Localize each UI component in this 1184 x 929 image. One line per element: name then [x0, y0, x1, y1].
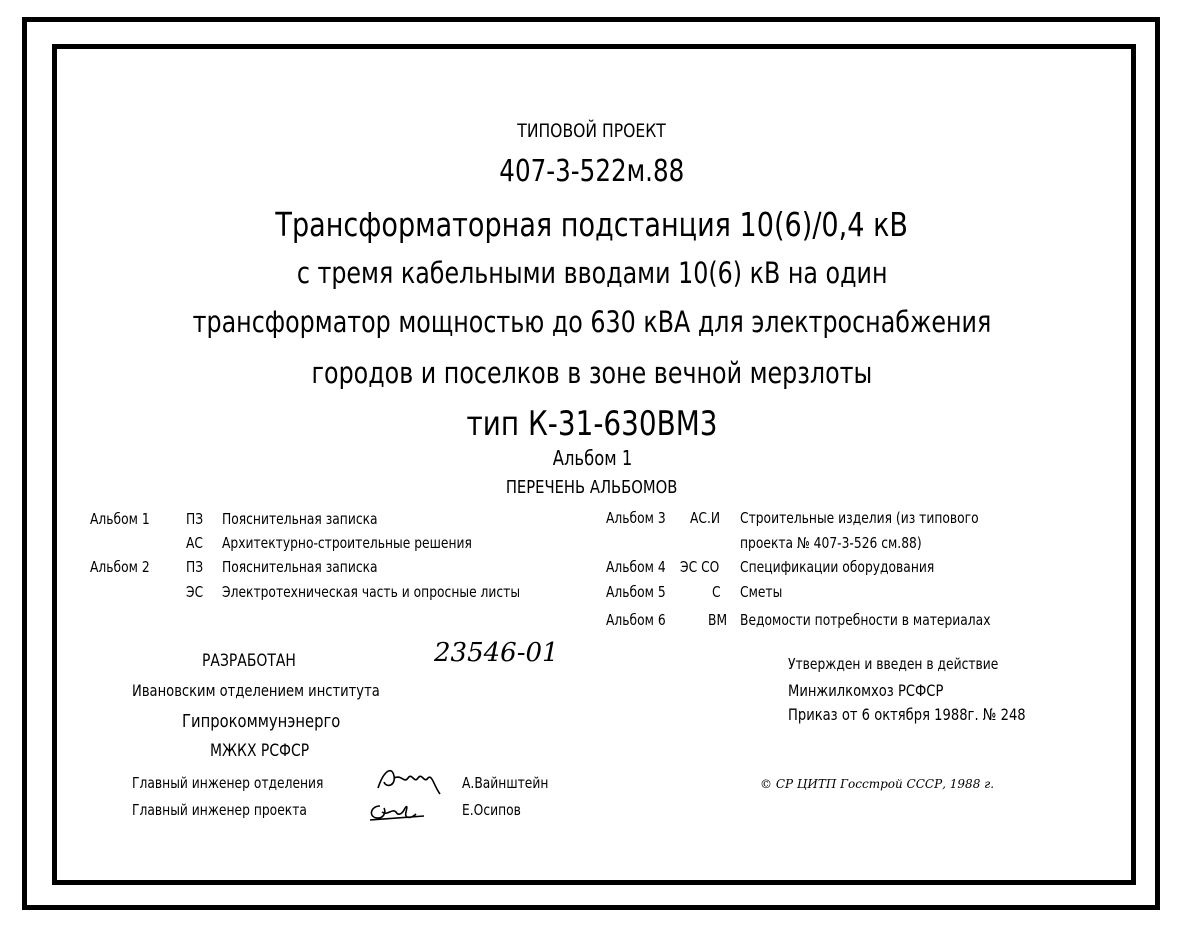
album-2-code: ПЗ	[186, 558, 204, 576]
album-4-desc: Спецификации оборудования	[740, 558, 935, 576]
album-2b-desc: Электротехническая часть и опросные листы	[222, 583, 521, 601]
chief-proj-label: Главный инженер проекта	[132, 801, 307, 819]
album-1b-desc: Архитектурно-строительные решения	[222, 534, 472, 552]
album-3-code: АС.И	[690, 509, 721, 527]
approval-line-2: Минжилкомхоз РСФСР	[788, 681, 944, 700]
album-6-code: ВМ	[708, 611, 728, 629]
chief-proj-name: Е.Осипов	[462, 801, 521, 819]
album-list-heading: ПЕРЕЧЕНЬ АЛЬБОМОВ	[506, 477, 678, 498]
chief-dept-signature	[374, 764, 444, 798]
album-4-code: ЭС СО	[680, 558, 720, 576]
title-line-2: с тремя кабельными вводами 10(6) кВ на один	[296, 256, 888, 290]
approval-line-3: Приказ от 6 октября 1988г. № 248	[788, 705, 1026, 724]
album-5-label: Альбом 5	[606, 583, 666, 601]
album-5-code: С	[712, 583, 721, 601]
album-5-desc: Сметы	[740, 583, 783, 601]
developer-line-3: МЖКХ РСФСР	[210, 741, 310, 761]
project-number: 407-3-522м.88	[499, 154, 685, 189]
title-line-1: Трансформаторная подстанция 10(6)/0,4 кВ	[275, 205, 909, 244]
developer-heading: РАЗРАБОТАН	[202, 651, 296, 671]
title-line-4: городов и поселков в зоне вечной мерзлоты	[311, 356, 873, 390]
album-label: Альбом 1	[552, 446, 632, 470]
inventory-number: 23546-01	[434, 638, 559, 668]
chief-dept-label: Главный инженер отделения	[132, 774, 324, 792]
album-2-label: Альбом 2	[90, 558, 150, 576]
album-3-desc: Строительные изделия (из типового	[740, 509, 979, 527]
album-4-label: Альбом 4	[606, 558, 666, 576]
developer-line-1: Ивановским отделением института	[132, 681, 380, 700]
album-3-desc-2: проекта № 407-3-526 см.88)	[740, 534, 922, 552]
album-2b-code: ЭС	[186, 583, 204, 601]
album-2-desc: Пояснительная записка	[222, 558, 378, 576]
album-1-desc: Пояснительная записка	[222, 510, 378, 528]
approval-line-1: Утвержден и введен в действие	[788, 655, 999, 673]
album-6-desc: Ведомости потребности в материалах	[740, 611, 991, 629]
album-1b-code: АС	[186, 534, 204, 552]
album-1-label: Альбом 1	[90, 510, 150, 528]
developer-line-2: Гипрокоммунэнерго	[182, 711, 341, 732]
album-3-label: Альбом 3	[606, 509, 666, 527]
album-1-code: ПЗ	[186, 510, 204, 528]
title-line-3: трансформатор мощностью до 630 кВА для электроснабжения	[192, 305, 992, 339]
copyright-note: © СР ЦИТП Госстрой СССР, 1988 г.	[760, 777, 995, 791]
album-6-label: Альбом 6	[606, 611, 666, 629]
chief-proj-signature	[366, 798, 428, 824]
chief-dept-name: А.Вайнштейн	[462, 774, 549, 792]
project-label: ТИПОВОЙ ПРОЕКТ	[517, 120, 667, 142]
type-designation: тип К-31-630ВМ3	[466, 404, 718, 444]
